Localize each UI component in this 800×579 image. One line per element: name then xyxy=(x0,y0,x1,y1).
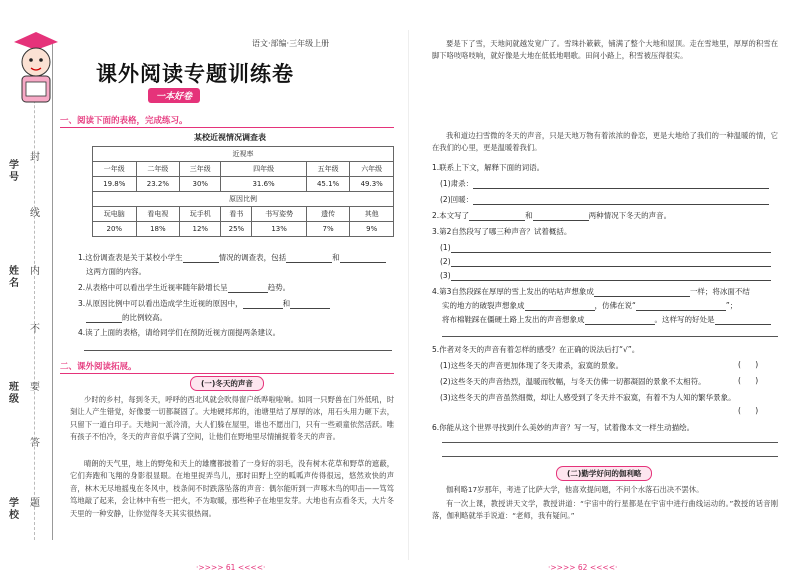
answer-blank[interactable] xyxy=(340,254,386,263)
cause-value-cell: 20% xyxy=(93,222,137,237)
section-divider xyxy=(60,373,394,374)
r-question-3: 3.第2自然段写了哪三种声音？试着概括。 xyxy=(432,227,572,236)
answer-line[interactable] xyxy=(442,336,778,337)
answer-blank[interactable] xyxy=(594,288,690,297)
cause-value-cell: 13% xyxy=(252,222,306,237)
class-field[interactable]: 班级 xyxy=(9,382,19,405)
grade-cell: 一年级 xyxy=(93,162,137,177)
answer-line[interactable] xyxy=(442,456,778,457)
r-question-5a: (1)这些冬天的声音更加体现了冬天肃杀，寂寞的景象。 xyxy=(440,361,624,370)
answer-blank[interactable] xyxy=(473,196,769,205)
series-label: 语文·部编·三年级上册 xyxy=(252,39,330,48)
answer-line[interactable] xyxy=(84,350,392,351)
answer-blank[interactable] xyxy=(183,254,219,263)
r-question-4b: 实的地方的破裂声想象成 ，仿佛在说“ ”； xyxy=(442,301,738,310)
cause-value-cell: 9% xyxy=(350,222,394,237)
answer-blank[interactable] xyxy=(228,284,268,293)
answer-blank[interactable] xyxy=(451,258,771,267)
cause-cell: 玩手机 xyxy=(180,207,221,222)
page-title: 课外阅读专题训练卷 xyxy=(96,62,294,86)
cause-value-cell: 12% xyxy=(180,222,221,237)
brand-logo: 一本好卷 xyxy=(148,88,200,103)
r-question-1a: (1)肃杀： xyxy=(440,178,769,189)
r-question-4c: 将布棉鞋踩在僵硬土路上发出的声音想象成 。这样写的好处是 xyxy=(442,314,771,325)
answer-blank[interactable] xyxy=(525,302,595,311)
r-question-6: 6.你能从这个世界寻找到什么美妙的声音？写一写，试着像本文一样生动描绘。 xyxy=(432,423,695,432)
section-2-title: 二、课外阅读拓展。 xyxy=(60,362,137,372)
question-4: 4.读了上面的表格，请给同学们在预防近视方面提两条建议。 xyxy=(78,328,281,337)
grade-cell: 四年级 xyxy=(221,162,306,177)
section-divider xyxy=(60,127,394,128)
rate-cell: 30% xyxy=(180,177,221,192)
question-2: 2.从表格中可以看出学生近视率随年龄增长呈 趋势。 xyxy=(78,283,291,292)
student-id-field[interactable]: 学号 xyxy=(9,160,19,183)
answer-blank[interactable] xyxy=(533,212,589,221)
r-question-5b: (2)这些冬天的声音热烈，温暖而牧幅，与冬天仿佛一切都凝固的景象不太相符。 xyxy=(440,377,706,386)
cause-cell: 遗传 xyxy=(306,207,350,222)
question-1-cont: 这两方面的内容。 xyxy=(86,267,146,276)
name-field[interactable]: 姓名 xyxy=(9,266,19,289)
cause-cell: 看书 xyxy=(221,207,252,222)
school-field[interactable]: 学校 xyxy=(9,498,19,521)
rate-cell: 49.3% xyxy=(350,177,394,192)
checkbox-5c[interactable]: ( ) xyxy=(738,406,759,415)
grade-cell: 三年级 xyxy=(180,162,221,177)
grade-cell: 五年级 xyxy=(306,162,350,177)
cut-line xyxy=(34,40,35,540)
story-1-paragraph-3: 要是下了雪，天地间就越发宽广了。雪珠扑簌簌，铺满了整个大地和屋顶。走在雪地里，厚厚的积雪在脚下咯吱咯吱响，就好像是大地在低低地唱歌。田间小路上，积雪被压得很实。 xyxy=(432,39,778,61)
answer-blank[interactable] xyxy=(290,300,330,309)
section-1-title: 一、阅读下面的表格，完成练习。 xyxy=(60,116,188,126)
margin-border xyxy=(52,40,53,540)
r-question-3c: (3) xyxy=(440,270,771,281)
r-question-2: 2.本文写了 和 两种情况下冬天的声音。 xyxy=(432,211,672,220)
margin-word: 线 xyxy=(30,208,40,219)
answer-blank[interactable] xyxy=(286,254,332,263)
page-number-left: ·>>>> 61 <<<<· xyxy=(196,563,266,572)
cause-cell: 其他 xyxy=(350,207,394,222)
story-1-paragraph-2: 晴朗的天气里，地上的野兔和天上的雄鹰都披着了一身好的羽毛，没有树木花草和野草的遮蔽，它们奔跑和飞翔的身影很显眼。在地里捉弄鸟儿，那时田野上空的呱呱声传得很远，悠然欢快的声音，林木无尽地摇曳在冬风中，枝条间不时跌落坠落的声音：偶尔能听到一声啄木鸟的叩击——笃笃笃地敲了起来，会让林中有些一把火，不为取暖，那些种子在地里发芽。大地也有点看冬天，大片冬天里的一种安静，让你觉得冬天其实很热闹。 xyxy=(70,459,394,518)
r-question-1b: (2)回暖： xyxy=(440,194,769,205)
page-gutter xyxy=(408,30,409,560)
story-1-title: (一)冬天的声音 xyxy=(190,376,264,391)
answer-blank[interactable] xyxy=(715,316,771,325)
answer-blank[interactable] xyxy=(243,300,283,309)
rate-cell: 23.2% xyxy=(136,177,180,192)
page-number-right: ·>>>> 62 <<<<· xyxy=(548,563,618,572)
answer-blank[interactable] xyxy=(473,180,769,189)
story-1-paragraph-1: 少时的乡村，每到冬天，呼呼的西北风就会吹得窗户纸哗啦啦响。如同一只野兽在门外低吼，时刻让人产生错觉，好像要一切都凝固了。大地硬邦邦的，池塘里结了厚厚的冰，用石头用力砸下去，只留下一道白印子。天地间一派冷清，大人们躲在屋里，谁也不愿出门，只有一些顽童依然活跃。唯有孩子不怕冷，冬天的声音似乎满了空间，让他们在野地里尽情捕捉着冬天的声音。 xyxy=(70,395,394,442)
question-3-cont: 的比例较高。 xyxy=(86,312,167,323)
story-1-paragraph-4: 我和道边扫雪微的冬天的声音，只是天地万物有着浓浓的眷恋，更是大地给了我们的一种温暖的情，它在我们的心里，更是温暖着我们。 xyxy=(432,131,778,153)
margin-word: 题 xyxy=(30,498,40,509)
margin-word: 答 xyxy=(30,438,40,449)
r-question-5: 5.作者对冬天的声音有着怎样的感受？在正确的说法后打“√”。 xyxy=(432,345,640,354)
answer-blank[interactable] xyxy=(469,212,525,221)
question-1: 1.这份调查表是关于某校小学生 情况的调查表，包括 和 xyxy=(78,252,386,263)
cause-cell: 看电视 xyxy=(136,207,180,222)
cause-cell: 书写姿势 xyxy=(252,207,306,222)
cause-cell: 玩电脑 xyxy=(93,207,137,222)
table-caption: 某校近视情况调查表 xyxy=(194,133,266,142)
mascot-avatar xyxy=(4,28,62,110)
answer-blank[interactable] xyxy=(451,272,771,281)
r-question-1: 1.联系上下文，解释下面的词语。 xyxy=(432,163,545,172)
margin-word: 要 xyxy=(30,382,40,393)
r-question-3a: (1) xyxy=(440,242,771,253)
answer-line[interactable] xyxy=(442,442,778,443)
question-3: 3.从原因比例中可以看出造成学生近视的原因中， 和 xyxy=(78,298,330,309)
story-2-paragraph-2: 有一次上课，教授讲天文学，教授讲道：“宇宙中的行星都是在宇宙中进行曲线运动的。”教授的话音刚落，伽利略就举手说道：“老师，我有疑问。” xyxy=(432,499,778,521)
table-header-cause: 原因比例 xyxy=(93,192,394,207)
rate-cell: 19.8% xyxy=(93,177,137,192)
answer-blank[interactable] xyxy=(451,244,771,253)
cause-value-cell: 7% xyxy=(306,222,350,237)
cause-value-cell: 18% xyxy=(136,222,180,237)
grade-cell: 二年级 xyxy=(136,162,180,177)
r-question-4: 4.第3自然段踩在厚厚的雪上发出的咕咕声想象成 一样；将冰面不结 xyxy=(432,287,750,296)
myopia-survey-table xyxy=(92,146,394,237)
r-question-3b: (2) xyxy=(440,256,771,267)
table-header-rate: 近视率 xyxy=(93,147,394,162)
answer-blank[interactable] xyxy=(86,314,122,323)
checkbox-5b[interactable]: ( ) xyxy=(738,376,759,385)
margin-word: 内 xyxy=(30,266,40,277)
story-2-title: (二)勤学好问的伽利略 xyxy=(556,466,652,481)
answer-blank[interactable] xyxy=(636,302,726,311)
answer-blank[interactable] xyxy=(585,316,655,325)
r-question-5c: (3)这些冬天的声音虽然细微，却让人感受到了冬天并不寂寞，有着不为人知的繁华景象。 xyxy=(440,393,736,402)
checkbox-5a[interactable]: ( ) xyxy=(738,360,759,369)
rate-cell: 45.1% xyxy=(306,177,350,192)
margin-word: 封 xyxy=(30,152,40,163)
grade-cell: 六年级 xyxy=(350,162,394,177)
rate-cell: 31.6% xyxy=(221,177,306,192)
margin-word: 不 xyxy=(30,324,40,335)
cause-value-cell: 25% xyxy=(221,222,252,237)
story-2-paragraph-1: 伽利略17岁那年，考进了比萨大学，他喜欢提问题，不问个水落石出决不罢休。 xyxy=(446,485,704,494)
